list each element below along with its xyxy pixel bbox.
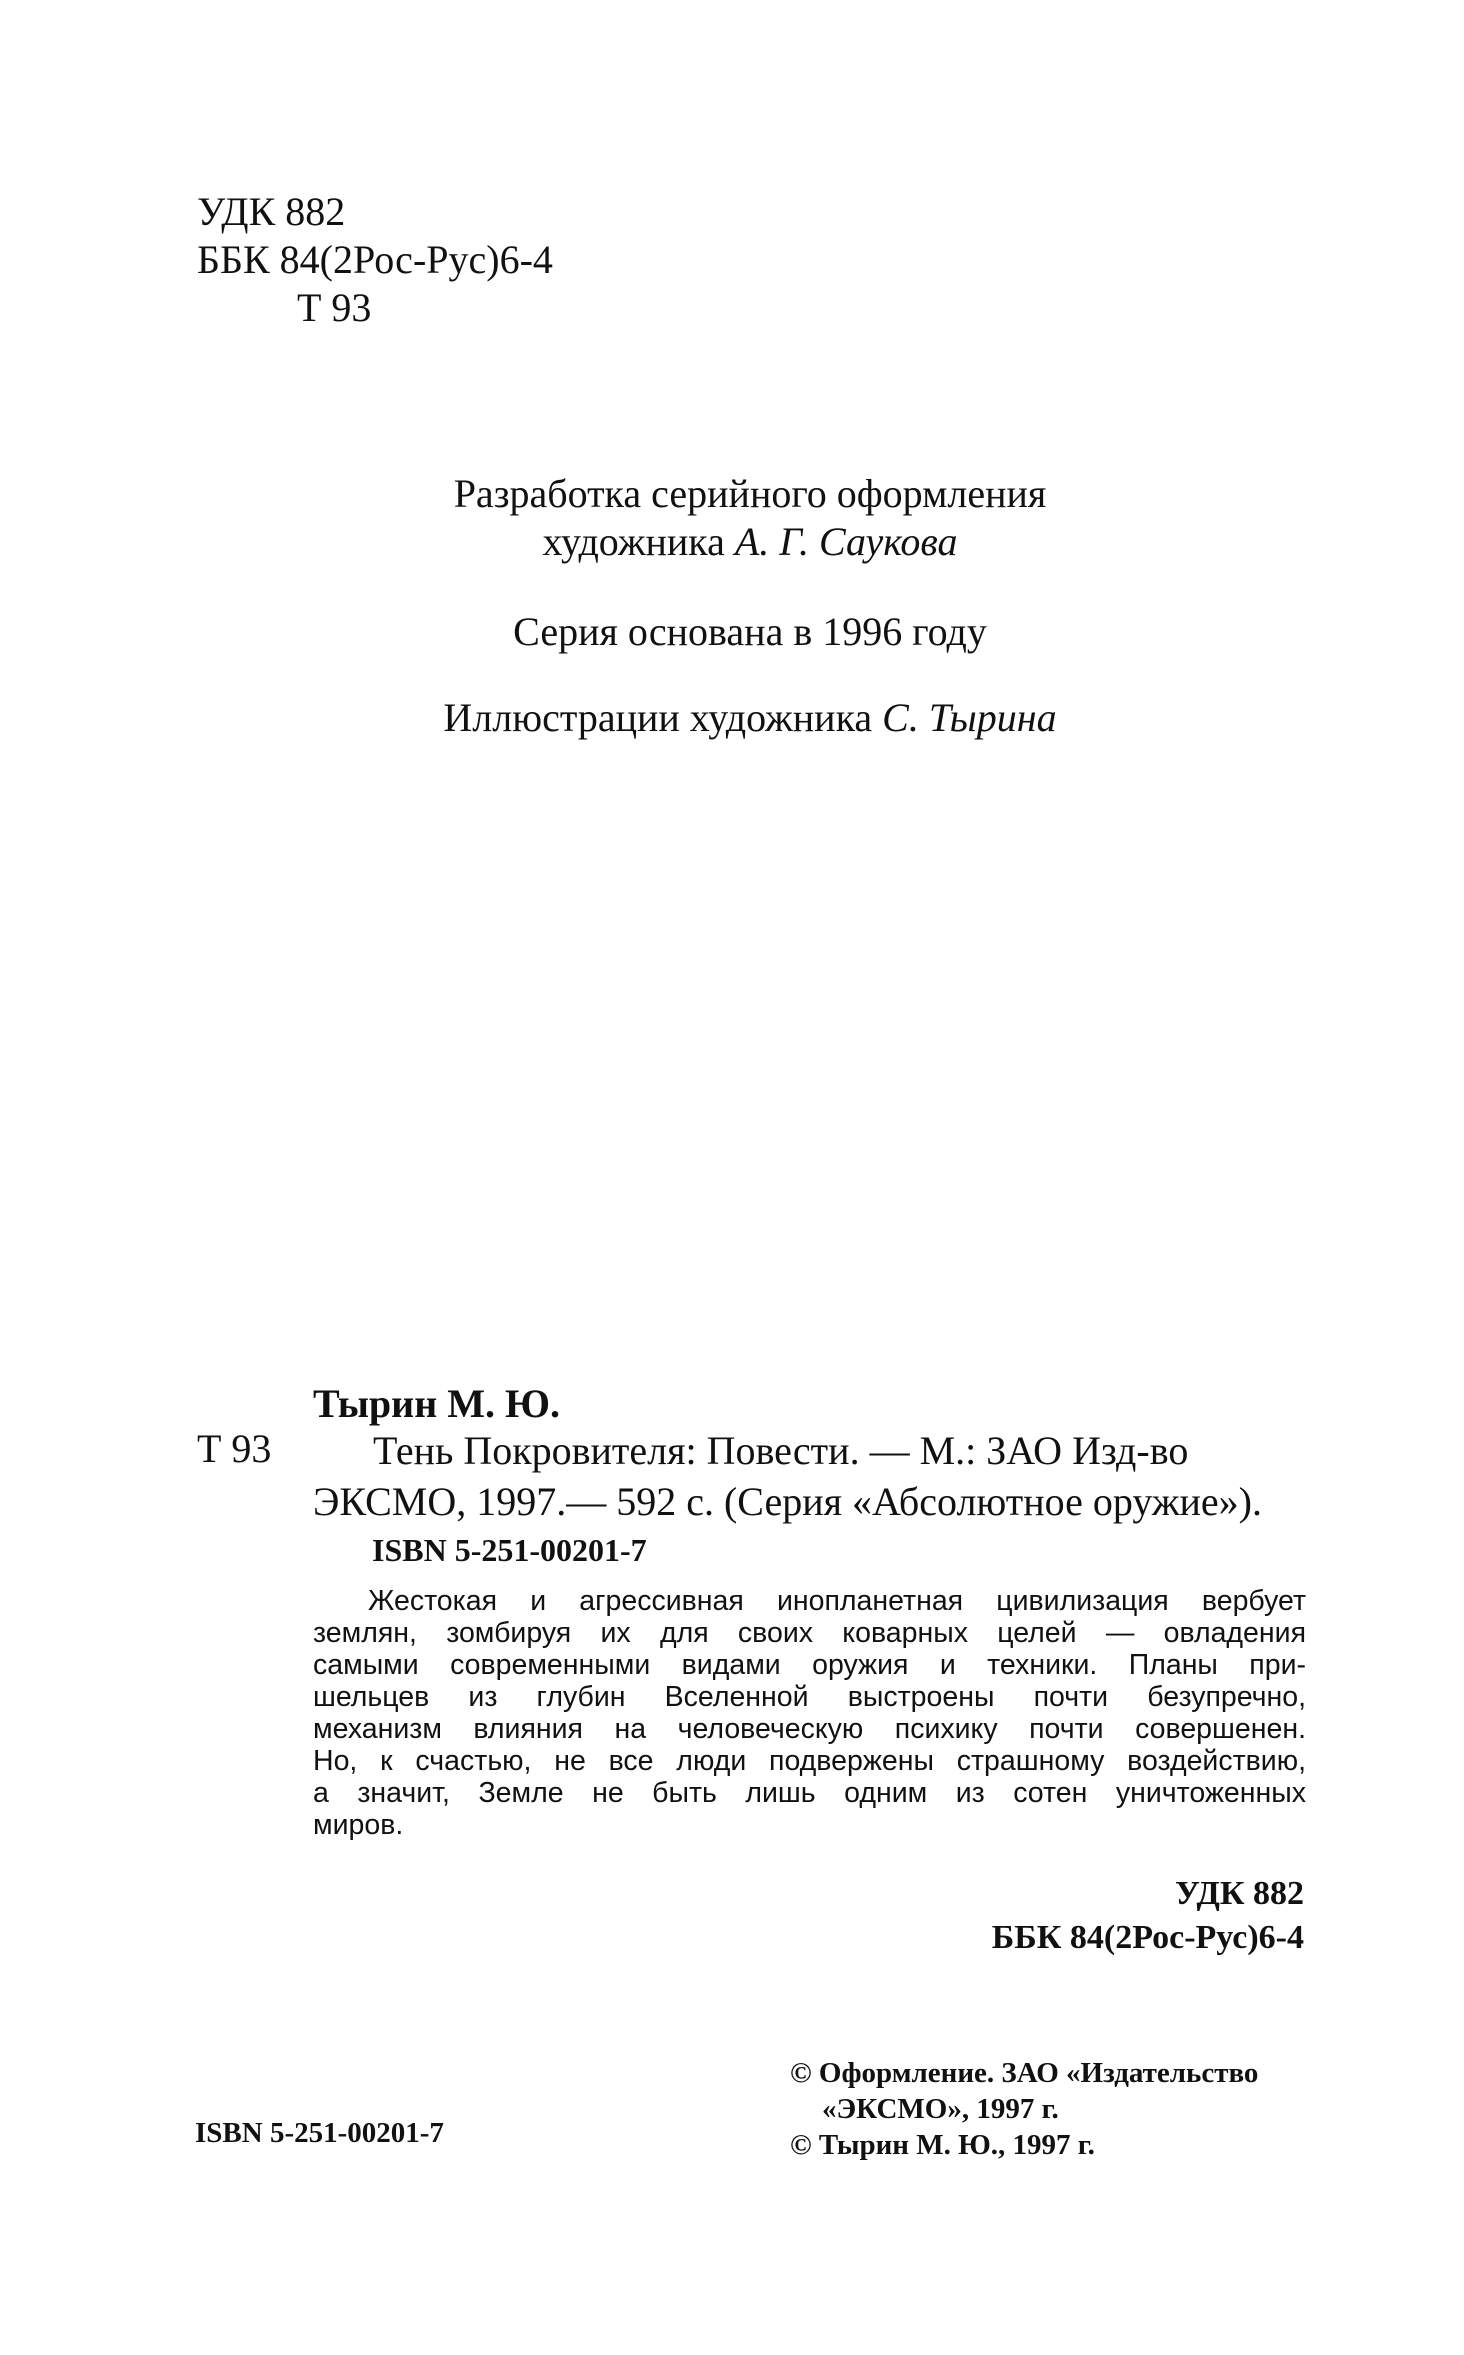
card-classification-codes bbox=[992, 1872, 1304, 1960]
annotation-line: Но, к счастью, не все люди подвержены страшному воздействию, bbox=[313, 1745, 1306, 1777]
card-description-line1: Тень Покровителя: Повести. — М.: ЗАО Изд-во bbox=[373, 1428, 1189, 1473]
card-udk: УДК 882 bbox=[1174, 1875, 1304, 1912]
annotation-line: а значит, Земле не быть лишь одним из сотен уничтоженных bbox=[313, 1777, 1306, 1809]
annotation-line: миров. bbox=[313, 1809, 404, 1841]
illustrations-prefix: Иллюстрации художника bbox=[443, 695, 883, 740]
annotation-line: шельцев из глубин Вселенной выстроены почти безупречно, bbox=[313, 1681, 1306, 1713]
classification-codes bbox=[197, 188, 553, 332]
udk-code: УДК 882 bbox=[197, 189, 346, 234]
card-isbn: ISBN 5-251-00201-7 bbox=[372, 1532, 647, 1568]
credits-block bbox=[300, 470, 1200, 742]
design-credit-line2 bbox=[300, 518, 1200, 566]
copyright-design-cont: «ЭКСМО», 1997 г. bbox=[822, 2093, 1059, 2125]
copyright-author: © Тырин М. Ю., 1997 г. bbox=[790, 2129, 1095, 2161]
annotation bbox=[313, 1585, 1306, 1841]
illustrator-name: С. Тырина bbox=[882, 695, 1057, 740]
annotation-line: Жестокая и агрессивная инопланетная цивилизация вербует bbox=[368, 1585, 1306, 1617]
design-credit-prefix: художника bbox=[542, 519, 735, 564]
illustrations-credit bbox=[300, 694, 1200, 742]
card-code: Т 93 bbox=[197, 1426, 272, 1471]
card-bbk: ББК 84(2Рос-Рус)6-4 bbox=[991, 1919, 1304, 1956]
annotation-line: самыми современными видами оружия и техники. Планы при- bbox=[313, 1649, 1306, 1681]
card-author: Тырин М. Ю. bbox=[313, 1381, 561, 1426]
bbk-code: ББК 84(2Рос-Рус)6-4 bbox=[197, 237, 553, 282]
annotation-line: механизм влияния на человеческую психику почти совершенен. bbox=[313, 1713, 1306, 1745]
series-founded: Серия основана в 1996 году bbox=[513, 609, 987, 654]
copyright-design: © Оформление. ЗАО «Издательство bbox=[790, 2057, 1259, 2089]
annotation-line: землян, зомбируя их для своих коварных целей — овладения bbox=[313, 1617, 1306, 1649]
design-credit-line1: Разработка серийного оформления bbox=[453, 471, 1047, 516]
footer-isbn: ISBN 5-251-00201-7 bbox=[195, 2117, 444, 2149]
copyright-block bbox=[790, 2055, 1258, 2163]
card-description-line2: ЭКСМО, 1997.— 592 с. (Серия «Абсолютное оружие»). bbox=[313, 1479, 1262, 1524]
author-mark: Т 93 bbox=[297, 285, 372, 330]
design-artist-name: А. Г. Саукова bbox=[734, 519, 958, 564]
card-description bbox=[313, 1425, 1313, 1527]
